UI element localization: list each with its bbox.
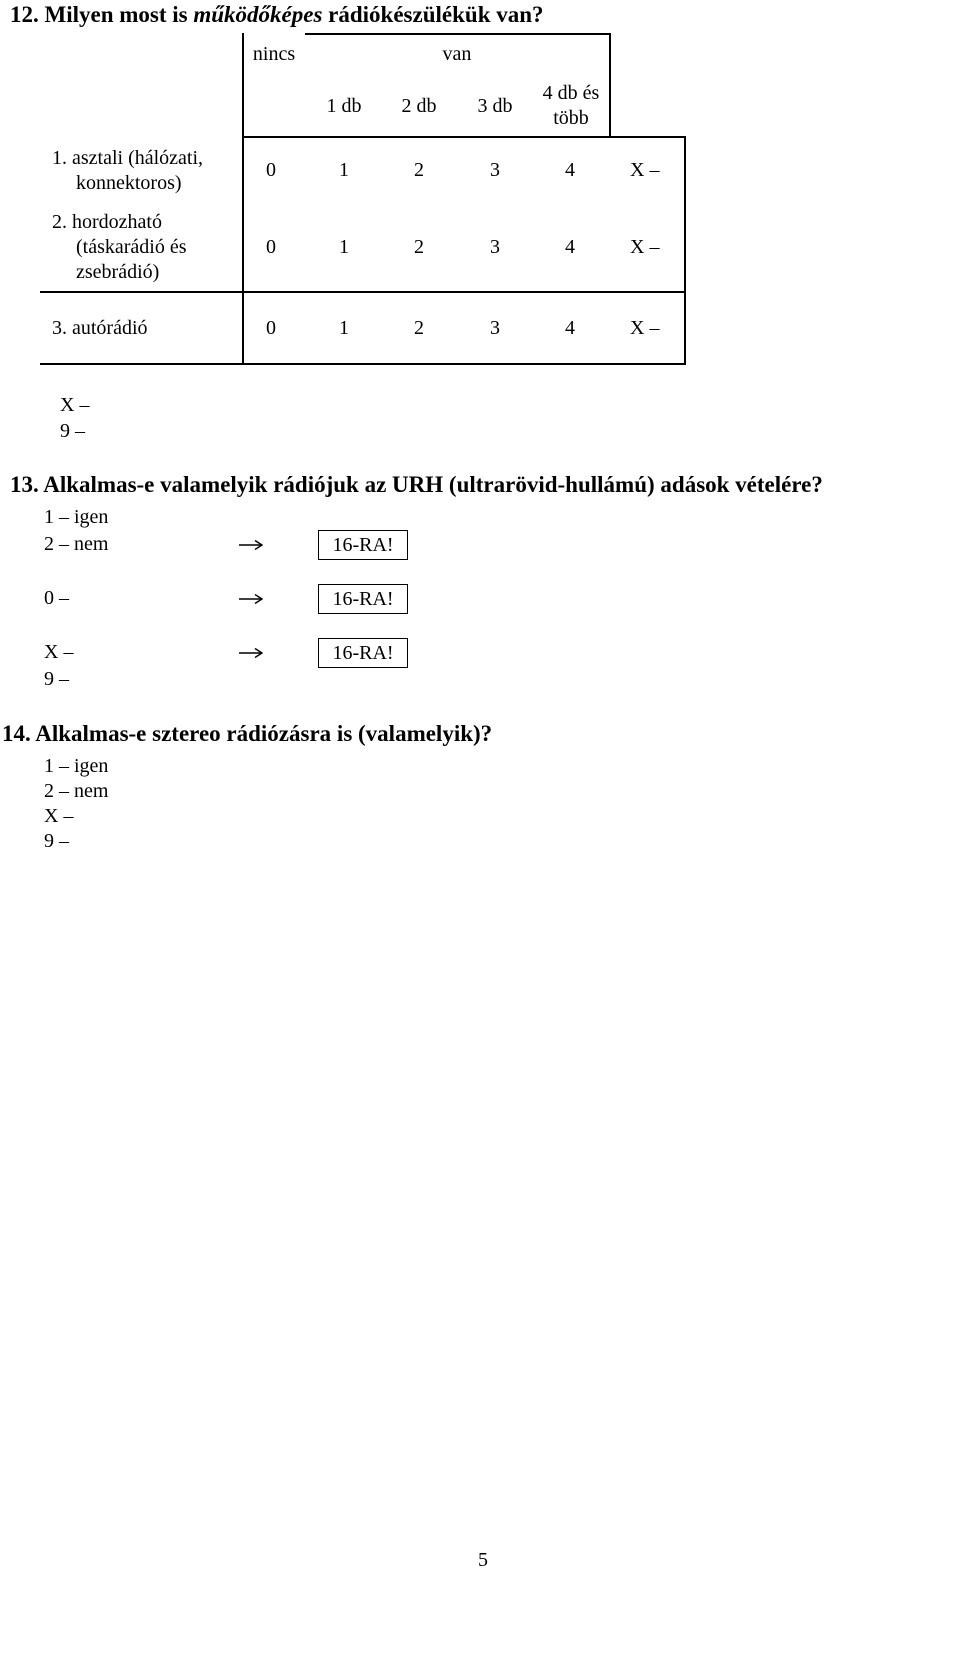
code[interactable]: 0	[266, 236, 276, 258]
q14-option-igen[interactable]: 1 – igen	[44, 755, 109, 777]
skip-instruction-box: 16-RA!	[318, 638, 408, 668]
code[interactable]: 4	[565, 236, 575, 258]
code[interactable]: 2	[414, 236, 424, 258]
code[interactable]: 3	[490, 317, 500, 339]
q12-title-before: Milyen most is	[44, 2, 188, 27]
right-arrow-icon	[238, 646, 264, 660]
page-number: 5	[478, 1549, 488, 1571]
code[interactable]: 1	[339, 159, 349, 181]
q14-option-x[interactable]: X –	[44, 805, 74, 827]
code[interactable]: 2	[414, 317, 424, 339]
q14-title: 14. Alkalmas-e sztereo rádiózásra is (valamelyik)?	[2, 721, 493, 746]
skip-instruction-box: 16-RA!	[318, 584, 408, 614]
header-van: van	[442, 43, 472, 65]
right-arrow-icon	[238, 538, 264, 552]
header-4db-line2: több	[553, 107, 589, 129]
q12-title-after: rádiókészülékük van?	[328, 2, 544, 27]
header-3db: 3 db	[477, 95, 513, 117]
q12-code-9[interactable]: 9 –	[60, 420, 85, 442]
row1-label-line2: konnektoros)	[76, 172, 182, 194]
code[interactable]: 4	[565, 159, 575, 181]
q13-title: 13. Alkalmas-e valamelyik rádiójuk az URH (ultrarövid-hullámú) adások vételére?	[10, 472, 823, 497]
q12-title	[10, 2, 544, 28]
row2-label-line1: 2. hordozható	[52, 211, 162, 233]
q12-title-italic: működőképes	[193, 2, 323, 27]
row3-label: 3. autórádió	[52, 317, 148, 339]
code[interactable]: X –	[630, 236, 660, 258]
code[interactable]: 4	[565, 317, 575, 339]
code[interactable]: X –	[630, 159, 660, 181]
row2-label-line3: zsebrádió)	[76, 261, 160, 283]
right-arrow-icon	[238, 592, 264, 606]
header-2db: 2 db	[401, 95, 437, 117]
q13-option-nem[interactable]: 2 – nem	[44, 533, 109, 555]
code[interactable]: 0	[266, 317, 276, 339]
code[interactable]: X –	[630, 317, 660, 339]
q13-option-igen[interactable]: 1 – igen	[44, 506, 109, 528]
header-nincs: nincs	[252, 43, 296, 65]
q13-option-x[interactable]: X –	[44, 641, 74, 663]
code[interactable]: 1	[339, 236, 349, 258]
skip-instruction-box: 16-RA!	[318, 530, 408, 560]
row2-label-line2: (táskarádió és	[76, 236, 187, 258]
q13-option-0[interactable]: 0 –	[44, 587, 69, 609]
q12-number: 12.	[10, 2, 39, 27]
q14-option-nem[interactable]: 2 – nem	[44, 780, 109, 802]
q13-option-9[interactable]: 9 –	[44, 668, 69, 690]
code[interactable]: 0	[266, 159, 276, 181]
code[interactable]: 1	[339, 317, 349, 339]
q12-code-x[interactable]: X –	[60, 394, 90, 416]
header-4db-line1: 4 db és	[542, 82, 600, 104]
code[interactable]: 3	[490, 159, 500, 181]
header-1db: 1 db	[326, 95, 362, 117]
row1-label-line1: 1. asztali (hálózati,	[52, 147, 204, 169]
q14-option-9[interactable]: 9 –	[44, 830, 69, 852]
code[interactable]: 2	[414, 159, 424, 181]
code[interactable]: 3	[490, 236, 500, 258]
